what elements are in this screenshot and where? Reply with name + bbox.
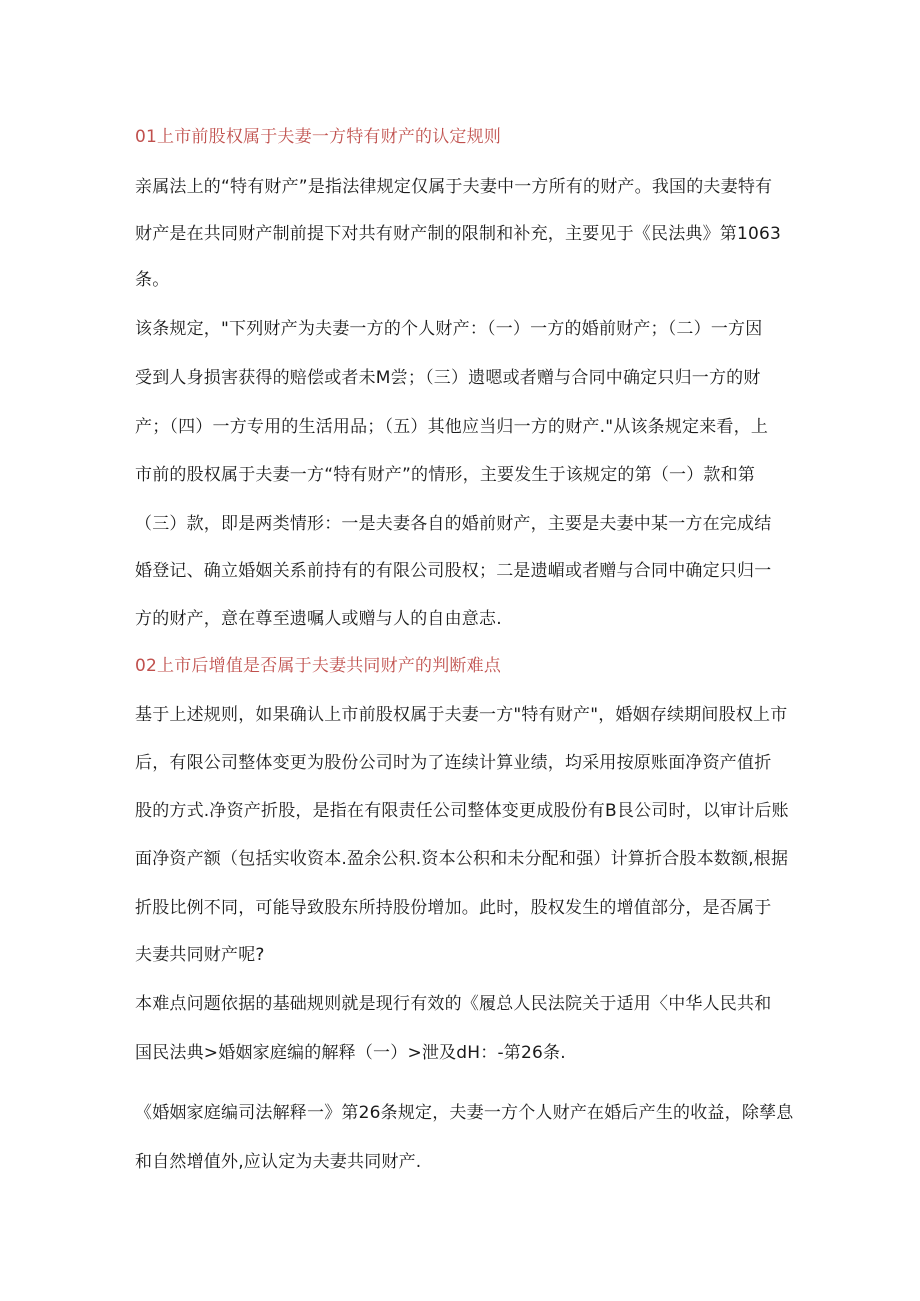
paragraph-line: 面净资产额（包括实收资本.盈余公积.资本公积和未分配和强）计算折合股本数额,根据	[135, 849, 789, 869]
paragraph-line: 该条规定，"下列财产为夫妻一方的个人财产：（一）一方的婚前财产；（二）一方因	[135, 319, 763, 339]
paragraph-line: 市前的股权属于夫妻一方“特有财产”的情形，主要发生于该规定的第（一）款和第	[135, 465, 756, 485]
paragraph-line: 后，有限公司整体变更为股份公司时为了连续计算业绩，均采用按原账面净资产值折	[135, 753, 772, 773]
paragraph-line: 条。	[135, 270, 170, 290]
paragraph-line: 财产是在共同财产制前提下对共有财产制的限制和补充，主要见于《民法典》第1063	[135, 224, 782, 244]
paragraph-line: （三）款，即是两类情形：一是夫妻各自的婚前财产，主要是夫妻中某一方在完成结	[135, 514, 772, 534]
paragraph-line: 亲属法上的“特有财产”是指法律规定仅属于夫妻中一方所有的财产。我国的夫妻特有	[135, 177, 773, 197]
paragraph-line: 本难点问题依据的基础规则就是现行有效的《履总人民法院关于适用〈中华人民共和	[135, 994, 772, 1014]
paragraph-line: 受到人身损害获得的赔偿或者未M尝；（三）遗嗯或者赠与合同中确定只归一方的财	[135, 368, 761, 388]
paragraph-line: 国民法典>婚姻家庭编的解释（一）>泄及dH：-第26条.	[135, 1043, 566, 1063]
paragraph-line: 产；（四）一方专用的生活用品；（五）其他应当归一方的财产."从该条规定来看，上	[135, 417, 769, 437]
paragraph-line: 基于上述规则，如果确认上市前股权属于夫妻一方"特有财产"，婚姻存续期间股权上市	[135, 705, 788, 725]
paragraph-line: 折股比例不同，可能导致股东所持股份增加。此时，股权发生的增值部分，是否属于	[135, 898, 772, 918]
section-heading-2: 02上市后增值是否属于夫妻共同财产的判断难点	[135, 656, 502, 676]
paragraph-line: 方的财产，意在尊至遗嘱人或赠与人的自由意志.	[135, 609, 502, 629]
paragraph-line: 夫妻共同财产呢?	[135, 945, 265, 965]
paragraph-line: 股的方式.净资产折股，是指在有限责任公司整体变更成股份有B艮公司时，以审计后账	[135, 801, 789, 821]
paragraph-line: 《婚姻家庭编司法解释一》第26条规定，夫妻一方个人财产在婚后产生的收益，除孳息	[135, 1103, 794, 1123]
paragraph-line: 婚登记、确立婚姻关系前持有的有限公司股权；二是遗嵋或者赠与合同中确定只归一	[135, 561, 772, 581]
section-heading-1: 01上市前股权属于夫妻一方特有财产的认定规则	[135, 127, 502, 147]
paragraph-line: 和自然增值外,应认定为夫妻共同财产.	[135, 1152, 422, 1172]
